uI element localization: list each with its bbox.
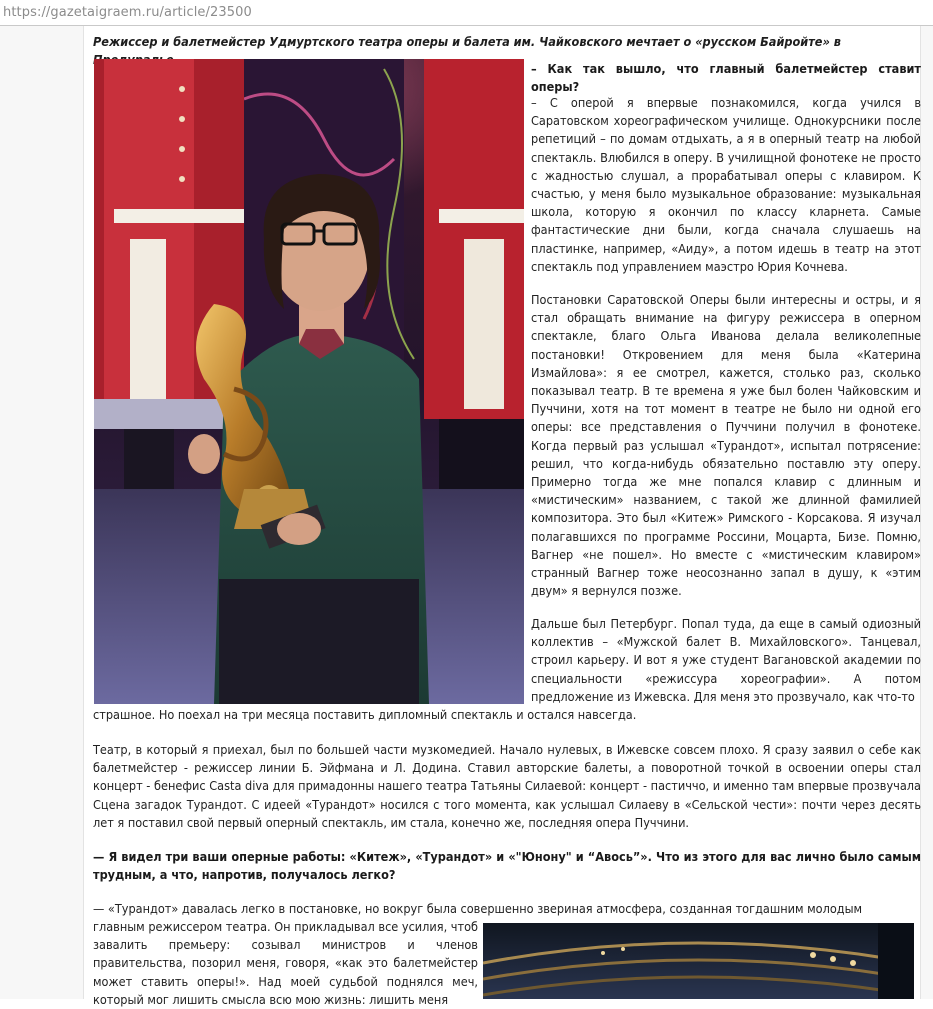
left-margin xyxy=(0,26,83,999)
article-photo-second xyxy=(483,923,914,999)
paragraph-5-part2: главным режиссером театра. Он прикладывал все усилия, чтоб завалить премьеру: созывал министров и членов правительства, позорил меня, говоря, «как это балетмейстер может ставить оперы!». Над моей судьбой поднялся меч, который мог лишить смысла всю мою жизнь: лишить меня xyxy=(93,919,478,1007)
article-lede: Режиссер и балетмейстер Удмуртского театра оперы и балета им. Чайковского мечтает о «русском Байройте» в xyxy=(93,34,841,49)
question-1: – Как так вышло, что главный балетмейстер ставит оперы? xyxy=(531,61,921,95)
paragraph-3-part2: страшное. Но поехал на три месяца поставить дипломный спектакль и остался навсегда. xyxy=(93,707,637,722)
address-bar[interactable] xyxy=(0,0,933,26)
article-photo-main xyxy=(94,59,524,704)
paragraph-2: Постановки Саратовской Оперы были интересны и остры, и я стал обращать внимание на фигуру режиссера в оперном спектакле, благо Ольга Иванова делала великолепные постановки! Откровением для меня была «Катерина Измайлова»: я ее смотрел, кажется, столько раз, сколько показывал театр. В те времена я уже был болен Чайковским и Пуччини, хотя на тот момент в театре не было ни одной его оперы: все представления о Пуччини получил в фонотеке. Когда первый раз услышал «Турандот», испытал потрясение: решил, что когда-нибудь обязательно поставлю эту оперу. Примерно тогда же мне попался клавир с длинным и «мистическим» названием, с такой же длинной фамилией композитора. Это был «Китеж» Римского - Корсакова. Я изучал полагавшихся по программе Россини, Моцарта, Бизе. Помню, Вагнер «не пошел». Но вместе с «мистическим клавиром» странный Вагнер тоже неосознанно запал в душу, к «этим двум» я вернулся позже. xyxy=(531,292,921,599)
paragraph-3-part1: Дальше был Петербург. Попал туда, да еще в самый одиозный коллектив – «Мужской балет В. Михайловского». Танцевал, строил карьеру. И вот я уже студент Вагановской академии по специальности «режиссура хореографии». А потом предложение из Ижевска. Для меня это прозвучало, как что-то xyxy=(531,616,921,704)
url-text[interactable]: https://gazetaigraem.ru/article/23500 xyxy=(3,5,252,20)
paragraph-5-part1: — «Турандот» давалась легко в постановке, но вокруг была совершенно звериная атмосфера, созданная тогдашним молодым xyxy=(93,901,863,916)
photo-illustration xyxy=(94,59,524,704)
paragraph-1: – С оперой я впервые познакомился, когда учился в Саратовском хореографическом училище. Однокурсники после репетиций – по домам отдыхать, а я в оперный театр на любой спектакль. Влюбился в оперу. В училищной фонотеке не просто с жадностью слушал, а прорабатывал оперы с клавиром. К счастью, у меня было музыкальное образование: музыкальная школа, которую я окончил по классу кларнета. Самые фантастические дни были, когда сначала слушаешь на пластинке, например, «Аиду», а потом идешь в театр на этот спектакль под управлением маэстро Юрия Кочнева. xyxy=(531,95,921,274)
question-2: — Я видел три ваши оперные работы: «Китеж», «Турандот» и «"Юнону" и “Авось”». Что из этого для вас лично было самым трудным, а что, напротив, получалось легко? xyxy=(93,849,921,883)
paragraph-4: Театр, в который я приехал, был по большей части музкомедией. Начало нулевых, в Ижевске совсем плохо. Я сразу заявил о себе как балетмейстер - режиссер линии Б. Эйфмана и Л. Додина. Ставил авторские балеты, а поворотной точкой в освоении оперы стал концерт - бенефис Casta diva для примадонны нашего театра Татьяны Силаевой: концерт - пастиччо, и именно там впервые прозвучала Сцена загадок Турандот. С идеей «Турандот» носился с того момента, как услышал Силаеву в «Сельской чести»: почти через десять лет я поставил свой первый оперный спектакль, им стала, конечно же, последняя опера Пуччини. xyxy=(93,742,921,830)
right-margin xyxy=(921,26,933,999)
photo2-illustration xyxy=(483,923,914,999)
